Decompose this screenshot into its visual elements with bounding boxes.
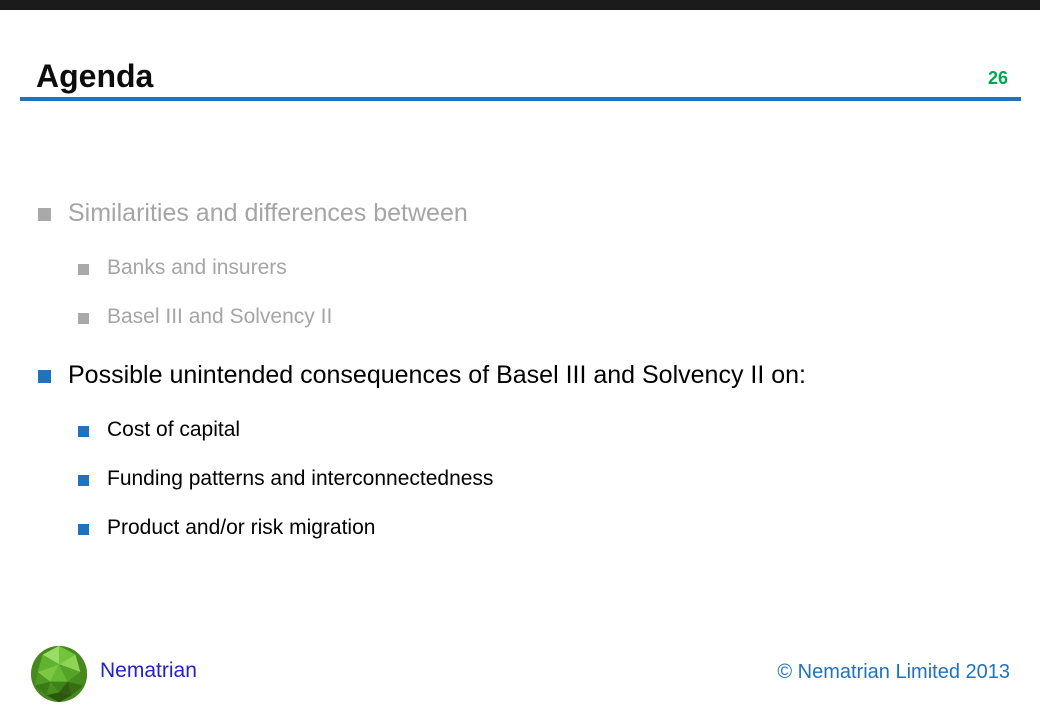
agenda-item-label: Possible unintended consequences of Basel III and Solvency II on: xyxy=(68,361,806,389)
agenda-subitem-2-3 xyxy=(78,516,375,540)
agenda-subitem-1-1 xyxy=(78,256,287,280)
brand-name: Nematrian xyxy=(100,659,197,682)
square-bullet-icon xyxy=(78,264,89,275)
square-bullet-icon xyxy=(78,313,89,324)
page-number: 26 xyxy=(987,68,1008,88)
copyright-notice: © Nematrian Limited 2013 xyxy=(777,661,1010,683)
top-border-bar xyxy=(0,0,1040,10)
agenda-subitem-2-1 xyxy=(78,418,240,442)
agenda-subitem-2-2 xyxy=(78,467,493,491)
square-bullet-icon xyxy=(38,370,51,383)
square-bullet-icon xyxy=(38,208,51,221)
agenda-subitem-label: Cost of capital xyxy=(107,418,241,441)
square-bullet-icon xyxy=(78,475,89,486)
agenda-subitem-1-2 xyxy=(78,305,332,329)
agenda-item-1 xyxy=(38,199,468,228)
agenda-item-2 xyxy=(38,361,806,390)
nematrian-logo-icon xyxy=(29,641,91,705)
agenda-item-label: Similarities and differences between xyxy=(68,199,468,227)
square-bullet-icon xyxy=(78,426,89,437)
agenda-subitem-label: Banks and insurers xyxy=(107,256,287,279)
agenda-subitem-label: Funding patterns and interconnectedness xyxy=(107,467,494,490)
title-divider-rule xyxy=(20,97,1021,101)
agenda-subitem-label: Basel III and Solvency II xyxy=(107,305,333,328)
page-title: Agenda xyxy=(36,58,154,94)
agenda-subitem-label: Product and/or risk migration xyxy=(107,516,376,539)
square-bullet-icon xyxy=(78,524,89,535)
